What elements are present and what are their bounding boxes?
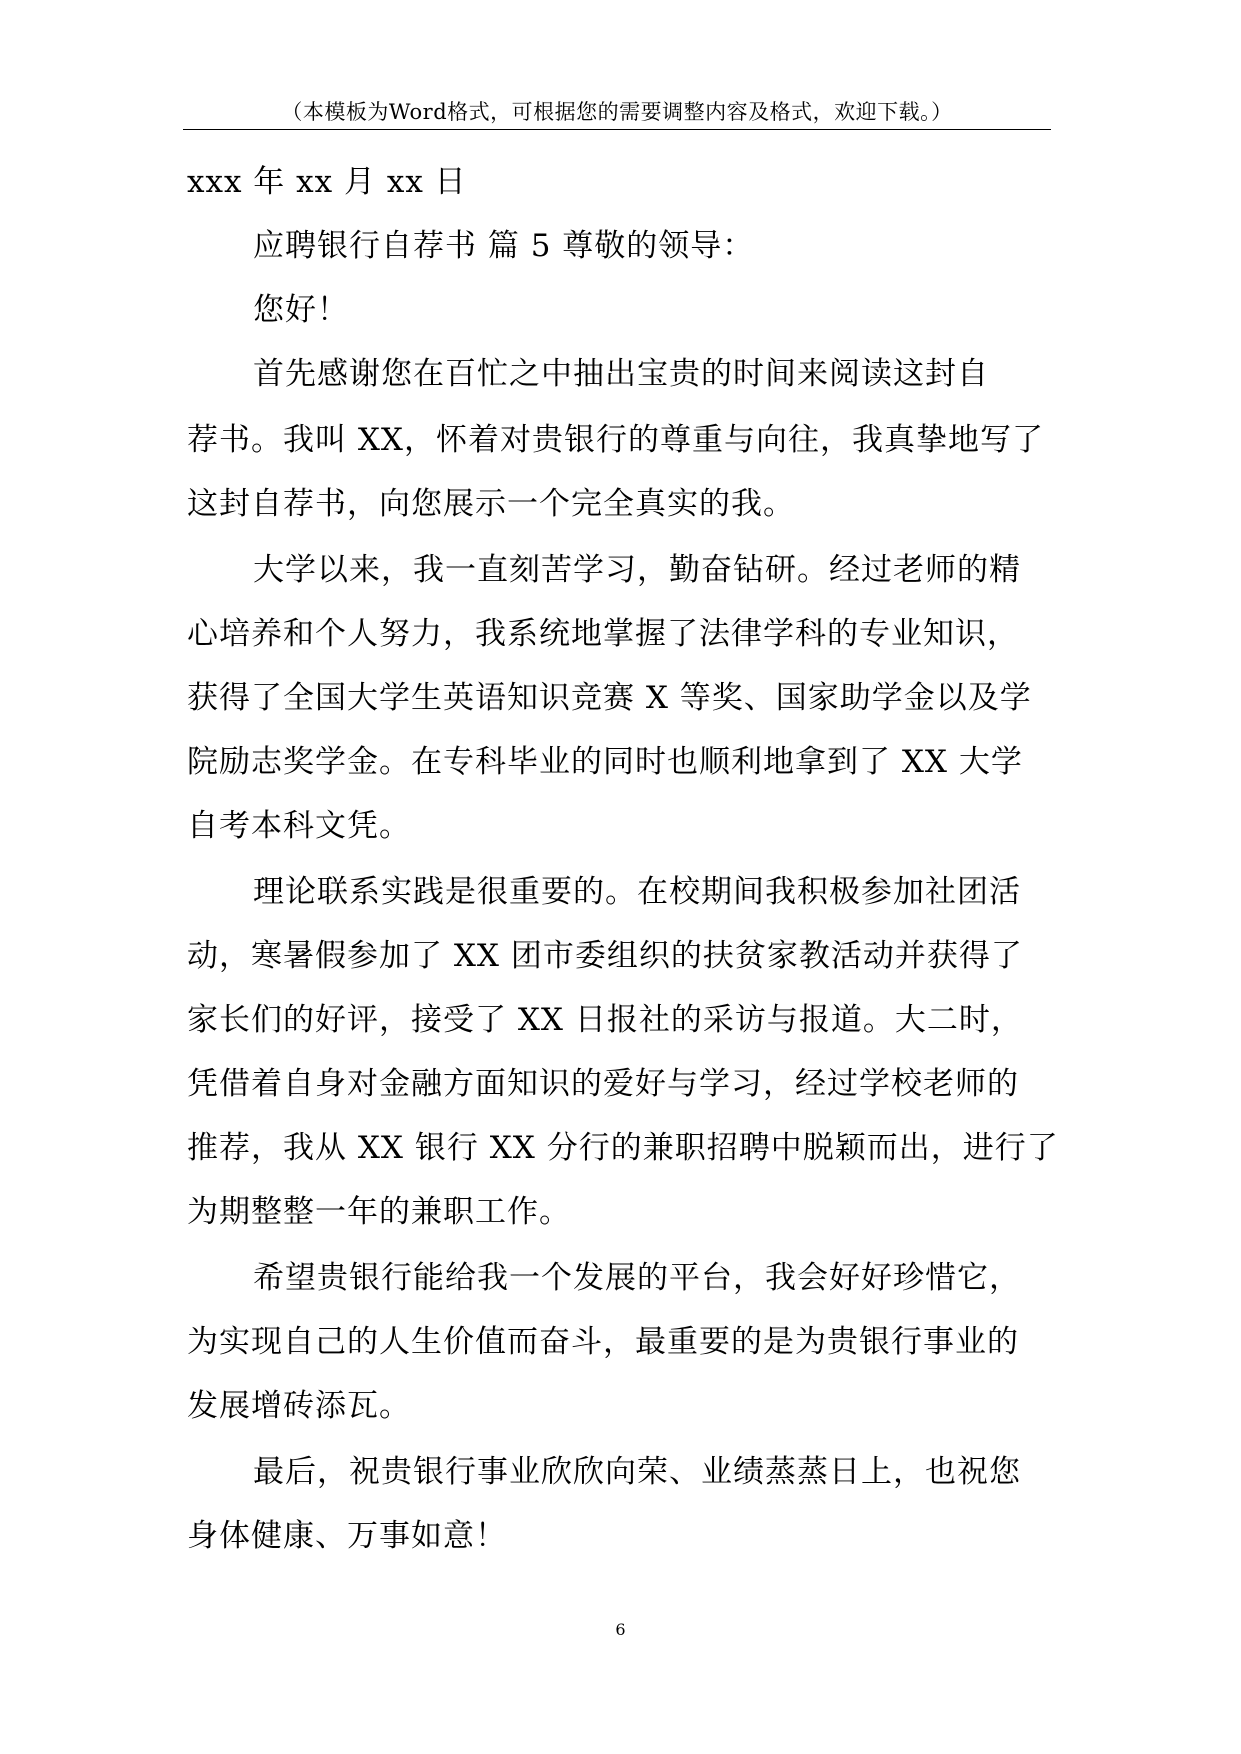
paragraph-3-line-3: 家长们的好评，接受了 XX 日报社的采访与报道。大二时，	[187, 1002, 1023, 1038]
paragraph-2-line-5: 自考本科文凭。	[187, 808, 411, 844]
paragraph-3-line-1: 理论联系实践是很重要的。在校期间我积极参加社团活	[253, 874, 1021, 910]
paragraph-2-line-2: 心培养和个人努力，我系统地掌握了法律学科的专业知识，	[187, 616, 1019, 652]
paragraph-3-line-4: 凭借着自身对金融方面知识的爱好与学习，经过学校老师的	[187, 1066, 1019, 1102]
template-note-header: （本模板为Word格式，可根据您的需要调整内容及格式，欢迎下载。）	[281, 100, 953, 124]
paragraph-4-line-3: 发展增砖添瓦。	[187, 1388, 411, 1424]
paragraph-3-line-2: 动，寒暑假参加了 XX 团市委组织的扶贫家教活动并获得了	[187, 938, 1023, 974]
letter-title-salutation: 应聘银行自荐书 篇 5 尊敬的领导：	[253, 228, 755, 264]
greeting-line: 您好！	[253, 292, 349, 328]
date-line: xxx 年 xx 月 xx 日	[187, 164, 467, 200]
paragraph-2-line-4: 院励志奖学金。在专科毕业的同时也顺利地拿到了 XX 大学	[187, 744, 1023, 780]
closing-line-1: 最后，祝贵银行事业欣欣向荣、业绩蒸蒸日上，也祝您	[253, 1454, 1021, 1490]
paragraph-1-line-1: 首先感谢您在百忙之中抽出宝贵的时间来阅读这封自	[253, 356, 989, 392]
page-number: 6	[615, 1620, 626, 1639]
document-body	[187, 156, 1067, 1574]
header-divider	[183, 129, 1051, 130]
paragraph-2-line-1: 大学以来，我一直刻苦学习，勤奋钻研。经过老师的精	[253, 552, 1021, 588]
paragraph-4-line-2: 为实现自己的人生价值而奋斗，最重要的是为贵银行事业的	[187, 1324, 1019, 1360]
paragraph-3-line-5: 推荐，我从 XX 银行 XX 分行的兼职招聘中脱颖而出，进行了	[187, 1130, 1059, 1166]
paragraph-1-line-3: 这封自荐书，向您展示一个完全真实的我。	[187, 486, 795, 522]
paragraph-2-line-3: 获得了全国大学生英语知识竞赛 X 等奖、国家助学金以及学	[187, 680, 1032, 716]
paragraph-3-line-6: 为期整整一年的兼职工作。	[187, 1194, 571, 1230]
paragraph-1-line-2: 荐书。我叫 XX，怀着对贵银行的尊重与向往，我真挚地写了	[187, 422, 1044, 458]
closing-line-2: 身体健康、万事如意！	[187, 1518, 507, 1554]
paragraph-4-line-1: 希望贵银行能给我一个发展的平台，我会好好珍惜它，	[253, 1260, 1021, 1296]
